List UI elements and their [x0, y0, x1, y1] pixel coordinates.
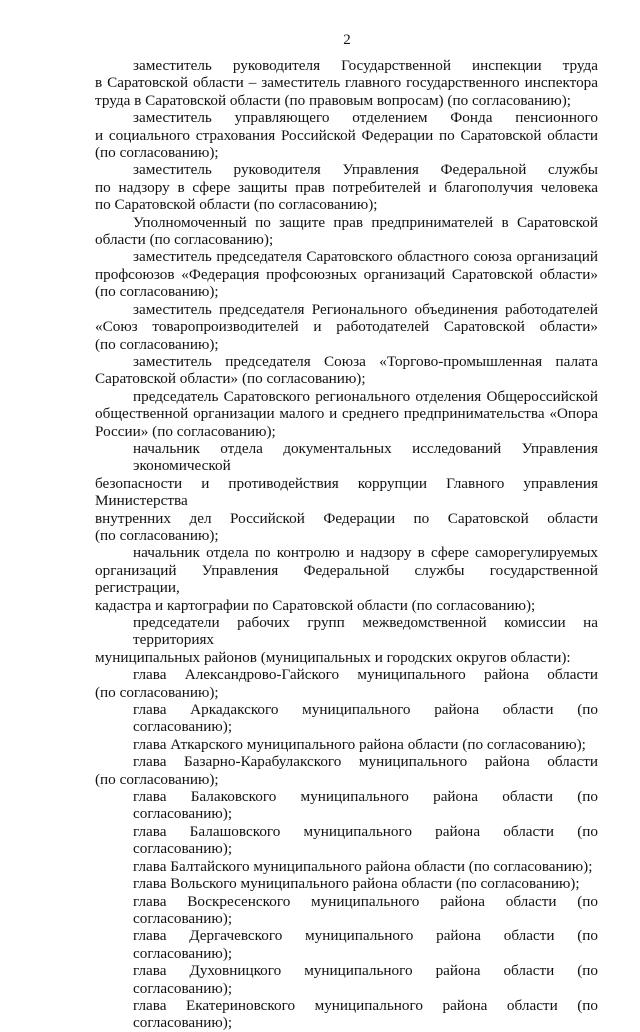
text-line: заместитель председателя Саратовского областного союза организаций	[133, 248, 598, 266]
text-line: глава Балтайского муниципального района области (по согласованию);	[133, 857, 593, 875]
text-line: председатель Саратовского регионального отделения Общероссийской	[133, 387, 598, 405]
text-line: заместитель председателя Союза «Торгово-промышленная палата	[133, 352, 598, 370]
text-line: кадастра и картографии по Саратовской области (по согласованию);	[95, 596, 536, 614]
text-line: заместитель руководителя Государственной инспекции труда	[133, 57, 598, 74]
paragraph	[95, 875, 598, 892]
text-line: глава Александрово-Гайского муниципального района области	[133, 666, 598, 684]
text-line: (по согласованию);	[95, 770, 219, 788]
paragraph	[95, 666, 598, 701]
text-line: глава Балашовского муниципального района области (по согласованию);	[133, 822, 598, 858]
text-line: труда в Саратовской области (по правовым вопросам) (по согласованию);	[95, 91, 572, 109]
paragraph	[95, 701, 598, 736]
text-line: по Саратовской области (по согласованию);	[95, 196, 378, 214]
text-line: председатели рабочих групп межведомственной комиссии на территориях	[133, 614, 598, 649]
text-line: «Союз товаропроизводителей и работодателей Саратовской области»	[95, 318, 598, 336]
text-line: начальник отдела документальных исследований Управления экономической	[133, 439, 598, 475]
paragraph	[95, 109, 598, 161]
text-line: глава Базарно-Карабулакского муниципального района области	[133, 753, 598, 771]
text-line: глава Воскресенского муниципального района области (по согласованию);	[133, 892, 598, 927]
text-line: начальник отдела по контролю и надзору в сфере саморегулируемых	[133, 544, 598, 562]
text-line: в Саратовской области – заместитель главного государственного инспектора	[95, 74, 598, 92]
paragraph	[95, 614, 598, 666]
text-line: заместитель председателя Регионального объединения работодателей	[133, 300, 598, 318]
paragraph	[95, 161, 598, 213]
page-number: 2	[343, 32, 351, 48]
paragraph	[95, 301, 598, 353]
text-line: глава Духовницкого муниципального района области (по согласованию);	[133, 962, 598, 997]
paragraph	[95, 927, 598, 962]
paragraph	[95, 57, 598, 109]
paragraph	[95, 440, 598, 544]
text-line: глава Екатериновского муниципального района области (по согласованию);	[133, 996, 598, 1032]
paragraph	[95, 388, 598, 440]
text-line: Уполномоченный по защите прав предпринимателей в Саратовской	[133, 213, 598, 231]
text-line: (по согласованию);	[95, 335, 219, 353]
text-line: (по согласованию);	[95, 683, 219, 701]
text-line: заместитель управляющего отделением Фонда пенсионного	[133, 109, 598, 127]
paragraph	[95, 248, 598, 300]
paragraph	[95, 893, 598, 928]
text-line: (по согласованию);	[95, 144, 219, 162]
paragraph	[95, 788, 598, 823]
text-line: России» (по согласованию);	[95, 422, 276, 440]
text-line: заместитель руководителя Управления Федеральной службы	[133, 161, 598, 179]
text-line: области (по согласованию);	[95, 231, 274, 249]
text-line: Саратовской области» (по согласованию);	[95, 370, 366, 388]
text-line: организаций Управления Федеральной службы государственной регистрации,	[95, 561, 598, 597]
text-line: профсоюзов «Федерация профсоюзных организаций Саратовской области»	[95, 265, 598, 283]
text-line: и социального страхования Российской Федерации по Саратовской области	[95, 126, 598, 144]
text-line: по надзору в сфере защиты прав потребителей и благополучия человека	[95, 178, 598, 196]
text-line: муниципальных районов (муниципальных и городских округов области):	[95, 648, 571, 666]
document-body	[95, 57, 598, 1032]
text-line: глава Аткарского муниципального района области (по согласованию);	[133, 735, 586, 753]
paragraph	[95, 997, 598, 1032]
paragraph	[95, 858, 598, 875]
paragraph	[95, 962, 598, 997]
text-line: глава Вольского муниципального района области (по согласованию);	[133, 875, 580, 893]
text-line: безопасности и противодействия коррупции Главного управления Министерства	[95, 474, 598, 510]
paragraph	[95, 736, 598, 753]
text-line: глава Дергачевского муниципального района области (по согласованию);	[133, 927, 598, 962]
text-line: глава Аркадакского муниципального района области (по согласованию);	[133, 701, 598, 736]
text-line: (по согласованию);	[95, 526, 219, 544]
paragraph	[95, 823, 598, 858]
paragraph	[95, 753, 598, 788]
paragraph	[95, 353, 598, 388]
paragraph	[95, 544, 598, 614]
text-line: глава Балаковского муниципального района области (по согласованию);	[133, 788, 598, 823]
text-line: внутренних дел Российской Федерации по Саратовской области	[95, 509, 598, 527]
paragraph	[95, 214, 598, 249]
text-line: общественной организации малого и среднего предпринимательства «Опора	[95, 405, 598, 423]
text-line: (по согласованию);	[95, 283, 219, 301]
